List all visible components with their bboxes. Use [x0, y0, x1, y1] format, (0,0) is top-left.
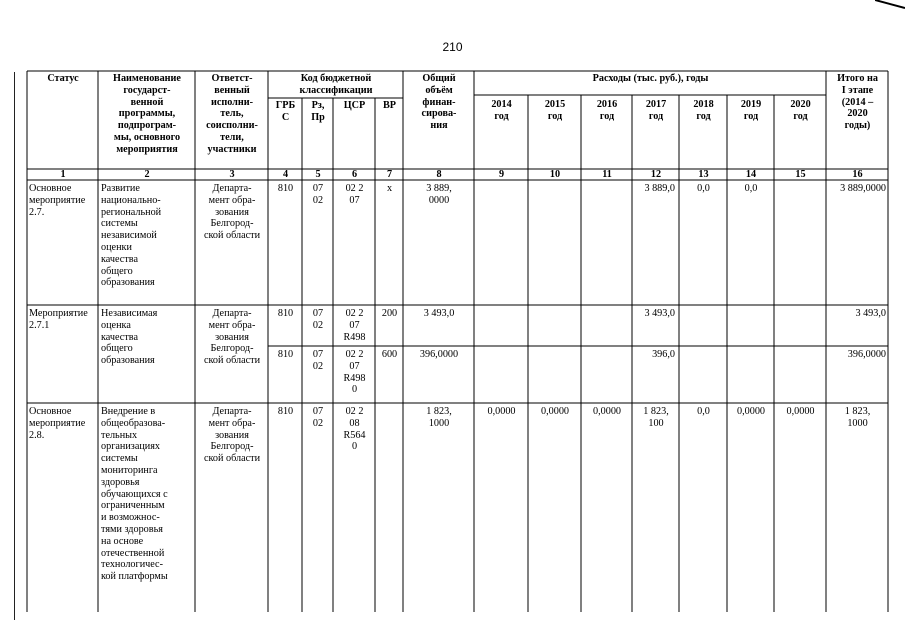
row3-status: Основное мероприятие 2.8.	[29, 406, 86, 441]
row3-y2017: 1 823, 100	[643, 406, 669, 429]
row3-total: 1 823, 1000	[426, 406, 452, 429]
row1-executor: Департа- мент обра- зования Белгород- ской области	[203, 183, 261, 242]
row3-name: Внедрение в общеобразова- тельных организациях системы мониторинга здоровья обучающихся с ограниченным и возможнос- тями здоровья на основе отечественной технологичес- кой платформы	[101, 406, 168, 583]
column-number: 7	[386, 169, 393, 180]
column-number: 8	[436, 169, 442, 180]
row1-status: Основное мероприятие 2.7.	[29, 183, 86, 218]
row2b-csr: 02 2 07 R498 0	[343, 349, 366, 396]
column-number: 10	[549, 169, 561, 180]
row3-executor: Департа- мент обра- зования Белгород- ской области	[203, 406, 261, 465]
row1-csr: 02 2 07	[345, 183, 364, 206]
header-grbs: ГРБ С	[275, 100, 296, 123]
column-number: 13	[698, 169, 709, 180]
row2a-vr: 200	[381, 308, 398, 319]
header-year-2020: 2020 год	[790, 99, 811, 122]
header-status: Статус	[47, 73, 79, 84]
column-number: 2	[144, 169, 150, 180]
row1-grbs: 810	[277, 183, 294, 194]
header-year-2019: 2019 год	[740, 99, 762, 122]
header-year-2014: 2014 год	[491, 99, 512, 122]
row2a-csr: 02 2 07 R498	[343, 308, 366, 343]
column-number: 16	[852, 169, 863, 180]
row3-y2016: 0,0000	[592, 406, 621, 417]
row2-name: Независимая оценка качества общего образования	[101, 308, 158, 367]
column-number: 15	[795, 169, 806, 180]
column-number: 4	[282, 169, 289, 180]
row2b-y2017: 396,0	[652, 349, 675, 360]
header-year-2017: 2017 год	[645, 99, 667, 122]
row1-name: Развитие национально- региональной системы независимой оценки качества общего образования	[101, 183, 162, 289]
header-year-2018: 2018 год	[693, 99, 714, 122]
row3-csr: 02 2 08 R564 0	[343, 406, 366, 453]
header-executor: Ответст- венный исполни- тель, соисполни- тели, участники	[206, 73, 258, 155]
column-number: 12	[650, 169, 662, 180]
row2b-stage-total: 396,0000	[847, 349, 886, 360]
row2a-stage-total: 3 493,0	[855, 308, 886, 319]
column-number: 5	[315, 169, 321, 180]
row2a-grbs: 810	[277, 308, 294, 319]
header-total-volume: Общий объём финан- сирова- ния	[421, 73, 457, 132]
header-year-2015: 2015 год	[544, 99, 566, 122]
column-number: 14	[745, 169, 757, 180]
header-rzpr: Рз, Пр	[311, 100, 325, 123]
header-expenses: Расходы (тыс. руб.), годы	[592, 73, 709, 84]
row3-grbs: 810	[277, 406, 294, 417]
header-vr: ВР	[382, 100, 397, 111]
row2b-rzpr: 07 02	[312, 349, 324, 372]
header-year-2016: 2016 год	[596, 99, 618, 122]
row3-stage-total: 1 823, 1000	[844, 406, 871, 429]
page-number: 210	[442, 40, 463, 54]
scan-corner-mark	[875, 0, 905, 20]
row2a-total: 3 493,0	[423, 308, 455, 319]
row2b-vr: 600	[381, 349, 398, 360]
row2a-y2017: 3 493,0	[644, 308, 675, 319]
row2b-grbs: 810	[277, 349, 294, 360]
row2-status: Мероприятие 2.7.1	[29, 308, 88, 331]
row1-rzpr: 07 02	[312, 183, 324, 206]
row2a-rzpr: 07 02	[312, 308, 324, 331]
row1-y2017: 3 889,0	[644, 183, 675, 194]
column-number: 9	[498, 169, 505, 180]
row1-vr: х	[386, 183, 393, 194]
column-number: 11	[602, 169, 612, 180]
column-number: 1	[60, 169, 66, 180]
row3-y2020: 0,0000	[786, 406, 815, 417]
header-program-name: Наименование государст- венной программы, подпрограм- мы, основного мероприятия	[113, 73, 181, 155]
row3-y2015: 0,0000	[540, 406, 569, 417]
row3-y2014: 0,0000	[487, 406, 516, 417]
row1-total: 3 889, 0000	[426, 183, 452, 206]
row3-y2018: 0,0	[697, 406, 710, 417]
header-csr: ЦСР	[343, 100, 366, 111]
row1-y2019: 0,0	[744, 183, 758, 194]
row3-rzpr: 07 02	[312, 406, 324, 429]
row1-stage-total: 3 889,0000	[840, 183, 886, 194]
row1-y2018: 0,0	[697, 183, 710, 194]
column-number: 3	[229, 169, 235, 180]
header-stage-total: Итого на I этапе (2014 – 2020 годы)	[837, 73, 878, 132]
row3-y2019: 0,0000	[736, 406, 765, 417]
row2-executor: Департа- мент обра- зования Белгород- ской области	[203, 308, 261, 367]
header-budget-code: Код бюджетной классификации	[299, 73, 373, 96]
column-number: 6	[351, 169, 358, 180]
row2b-total: 396,0000	[419, 349, 459, 360]
